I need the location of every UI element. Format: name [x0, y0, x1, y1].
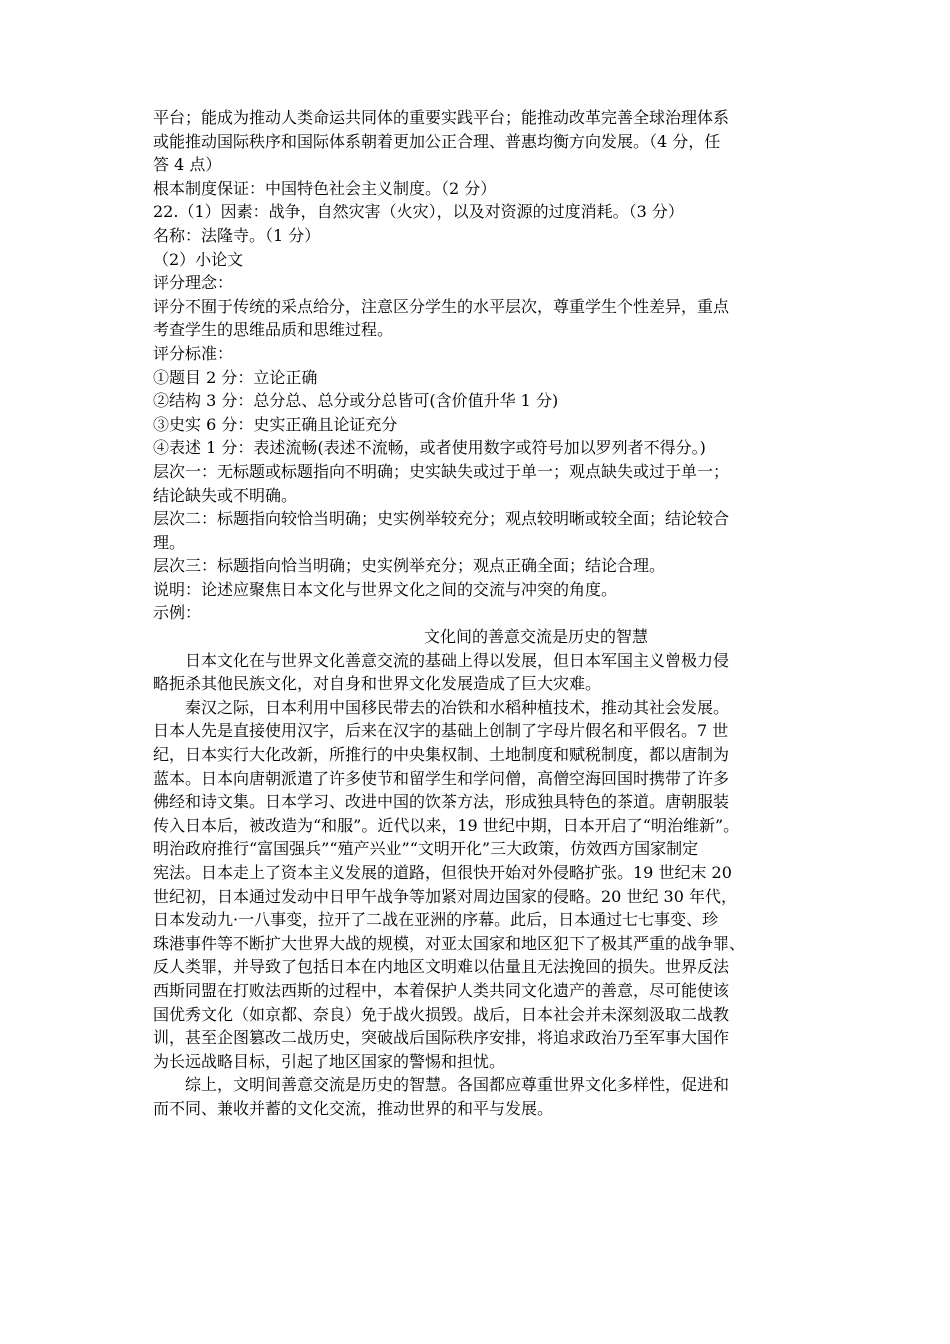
- essay-line: 日本发动九·一八事变，拉开了二战在亚洲的序幕。此后，日本通过七七事变、珍: [153, 910, 719, 930]
- question-22-part-1: 22.（1）因素：战争，自然灾害（火灾），以及对资源的过度消耗。（3 分）: [153, 202, 684, 222]
- example-label: 示例：: [153, 603, 202, 623]
- note-line: 说明：论述应聚焦日本文化与世界文化之间的交流与冲突的角度。: [153, 579, 618, 599]
- criterion-item: ①题目 2 分：立论正确: [153, 367, 318, 387]
- section-heading: 评分标准：: [153, 343, 234, 363]
- criterion-item: ④表述 1 分：表述流畅(表述不流畅，或者使用数字或符号加以罗列者不得分。): [153, 438, 706, 458]
- document-page: [153, 106, 799, 1121]
- text-line: 平台；能成为推动人类命运共同体的重要实践平台；能推动改革完善全球治理体系: [153, 108, 730, 127]
- essay-line: 宪法。日本走上了资本主义发展的道路，但很快开始对外侵略扩张。19 世纪末 20: [153, 863, 732, 882]
- level-description: 结论缺失或不明确。: [153, 485, 298, 505]
- essay-line: 为长远战略目标，引起了地区国家的警惕和担忧。: [153, 1051, 506, 1071]
- text-line: 根本制度保证：中国特色社会主义制度。（2 分）: [153, 178, 497, 198]
- essay-line: 世纪初，日本通过发动中日甲午战争等加紧对周边国家的侵略。20 世纪 30 年代，: [153, 886, 737, 906]
- text-line: 考查学生的思维品质和思维过程。: [153, 320, 394, 340]
- essay-line: 略扼杀其他民族文化，对自身和世界文化发展造成了巨大灾难。: [153, 674, 602, 694]
- level-description: 层次三：标题指向恰当明确；史实例举充分；观点正确全面；结论合理。: [153, 556, 666, 576]
- essay-line: 训，甚至企图篡改二战历史，突破战后国际秩序安排，将追求政治乃至军事大国作: [153, 1028, 730, 1048]
- section-heading: 评分理念：: [153, 273, 234, 293]
- criterion-item: ②结构 3 分：总分总、总分或分总皆可(含价值升华 1 分): [153, 391, 559, 411]
- essay-line: 珠港事件等不断扩大世界大战的规模，对亚太国家和地区犯下了极其严重的战争罪、: [153, 933, 746, 953]
- essay-paragraph-2: [153, 696, 799, 1074]
- text-line: 或能推动国际秩序和国际体系朝着更加公正合理、普惠均衡方向发展。（4 分，任: [153, 131, 721, 151]
- criterion-item: ③史实 6 分：史实正确且论证充分: [153, 414, 398, 434]
- essay-line: 传入日本后，被改造为“和服”。近代以来，19 世纪中期，日本开启了“明治维新”。: [153, 815, 740, 835]
- question-22-part-2: （2）小论文: [153, 249, 244, 269]
- essay-line: 反人类罪，并导致了包括日本在内地区文明难以估量且无法挽回的损失。世界反法: [153, 957, 730, 977]
- text-line: 名称：法隆寺。（1 分）: [153, 225, 321, 245]
- text-line: 评分不囿于传统的采点给分，注意区分学生的水平层次，尊重学生个性差异，重点: [153, 296, 730, 316]
- essay-line: 日本文化在与世界文化善意交流的基础上得以发展，但日本军国主义曾极力侵: [185, 650, 730, 670]
- essay-line: 而不同、兼收并蓄的文化交流，推动世界的和平与发展。: [153, 1098, 554, 1118]
- essay-line: 西斯同盟在打败法西斯的过程中，本着保护人类共同文化遗产的善意，尽可能使该: [153, 980, 730, 1000]
- essay-line: 日本人先是直接使用汉字，后来在汉字的基础上创制了字母片假名和平假名。7 世: [153, 721, 729, 741]
- level-description: 层次一：无标题或标题指向不明确；史实缺失或过于单一；观点缺失或过于单一；: [153, 461, 730, 481]
- level-description: 层次二：标题指向较恰当明确；史实例举较充分；观点较明晰或较全面；结论较合: [153, 509, 730, 529]
- essay-line: 纪，日本实行大化改新，所推行的中央集权制、土地制度和赋税制度，都以唐制为: [153, 745, 730, 765]
- essay-line: 佛经和诗文集。日本学习、改进中国的饮茶方法，形成独具特色的茶道。唐朝服装: [153, 792, 730, 812]
- essay-paragraph-3: [153, 1073, 799, 1120]
- essay-title: 文化间的善意交流是历史的智慧: [423, 627, 648, 647]
- text-line: 答 4 点）: [153, 155, 222, 175]
- essay-line: 蓝本。日本向唐朝派遣了许多使节和留学生和学问僧，高僧空海回国时携带了许多: [153, 768, 730, 788]
- essay-line: 秦汉之际，日本利用中国移民带去的冶铁和水稻种植技术，推动其社会发展。: [185, 697, 730, 717]
- essay-line: 国优秀文化（如京都、奈良）免于战火损毁。战后，日本社会并未深刻汲取二战教: [153, 1004, 730, 1024]
- essay-line: 综上，文明间善意交流是历史的智慧。各国都应尊重世界文化多样性，促进和: [185, 1075, 730, 1095]
- essay-paragraph-1: [153, 649, 799, 696]
- essay-line: 明治政府推行“富国强兵”“殖产兴业”“文明开化”三大政策，仿效西方国家制定: [153, 839, 699, 859]
- level-description: 理。: [153, 532, 186, 552]
